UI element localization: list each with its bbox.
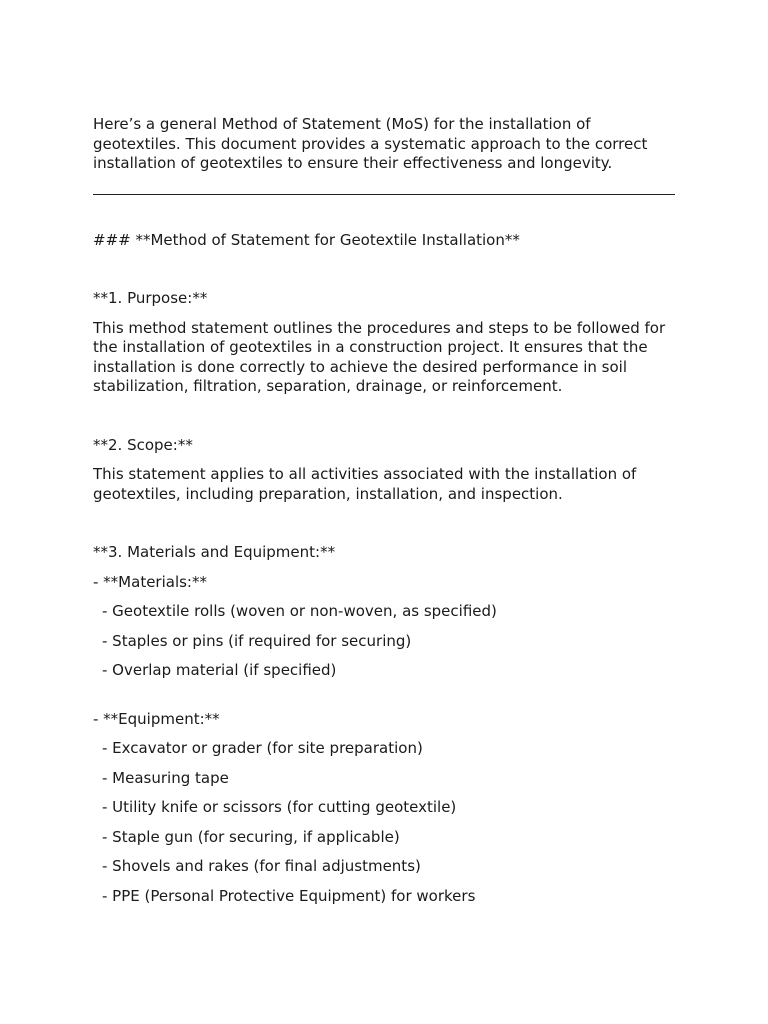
intro-paragraph: Here’s a general Method of Statement (MoS) for the installation of geotextiles. This document provides a systematic approach to the correct installation of geotextiles to ensure their effectiveness and longevity. <box>93 115 648 172</box>
equipment-label: - **Equipment:** <box>93 709 220 728</box>
section-scope-body: This statement applies to all activities associated with the installation of geotextiles, including preparation, installation, and inspection. <box>93 465 637 503</box>
list-item: - Utility knife or scissors (for cutting geotextile) <box>102 798 457 816</box>
horizontal-rule <box>93 194 675 195</box>
list-item: - PPE (Personal Protective Equipment) for workers <box>102 886 476 905</box>
section-scope-title: **2. Scope:** <box>93 435 193 454</box>
document-page <box>93 115 678 916</box>
list-item: - Shovels and rakes (for final adjustments) <box>102 857 421 875</box>
spacer <box>93 691 678 710</box>
list-item: - Excavator or grader (for site preparation) <box>102 739 423 757</box>
document-heading: ### **Method of Statement for Geotextile Installation** <box>93 230 520 249</box>
section-purpose-body: This method statement outlines the procedures and steps to be followed for the installation of geotextiles in a construction project. It ensures that the installation is done correctly to achieve the desired performance in soil stabilization, filtration, separation, drainage, or reinforcement. <box>93 318 666 395</box>
list-item: - Geotextile rolls (woven or non-woven, as specified) <box>102 602 497 620</box>
materials-label: - **Materials:** <box>93 572 207 591</box>
list-item: - Staple gun (for securing, if applicable) <box>102 827 400 846</box>
section-materials-equipment-title: **3. Materials and Equipment:** <box>93 543 336 561</box>
list-item: - Staples or pins (if required for securing) <box>102 631 412 650</box>
section-purpose-title: **1. Purpose:** <box>93 289 208 307</box>
list-item: - Overlap material (if specified) <box>102 661 337 679</box>
list-item: - Measuring tape <box>102 768 229 787</box>
